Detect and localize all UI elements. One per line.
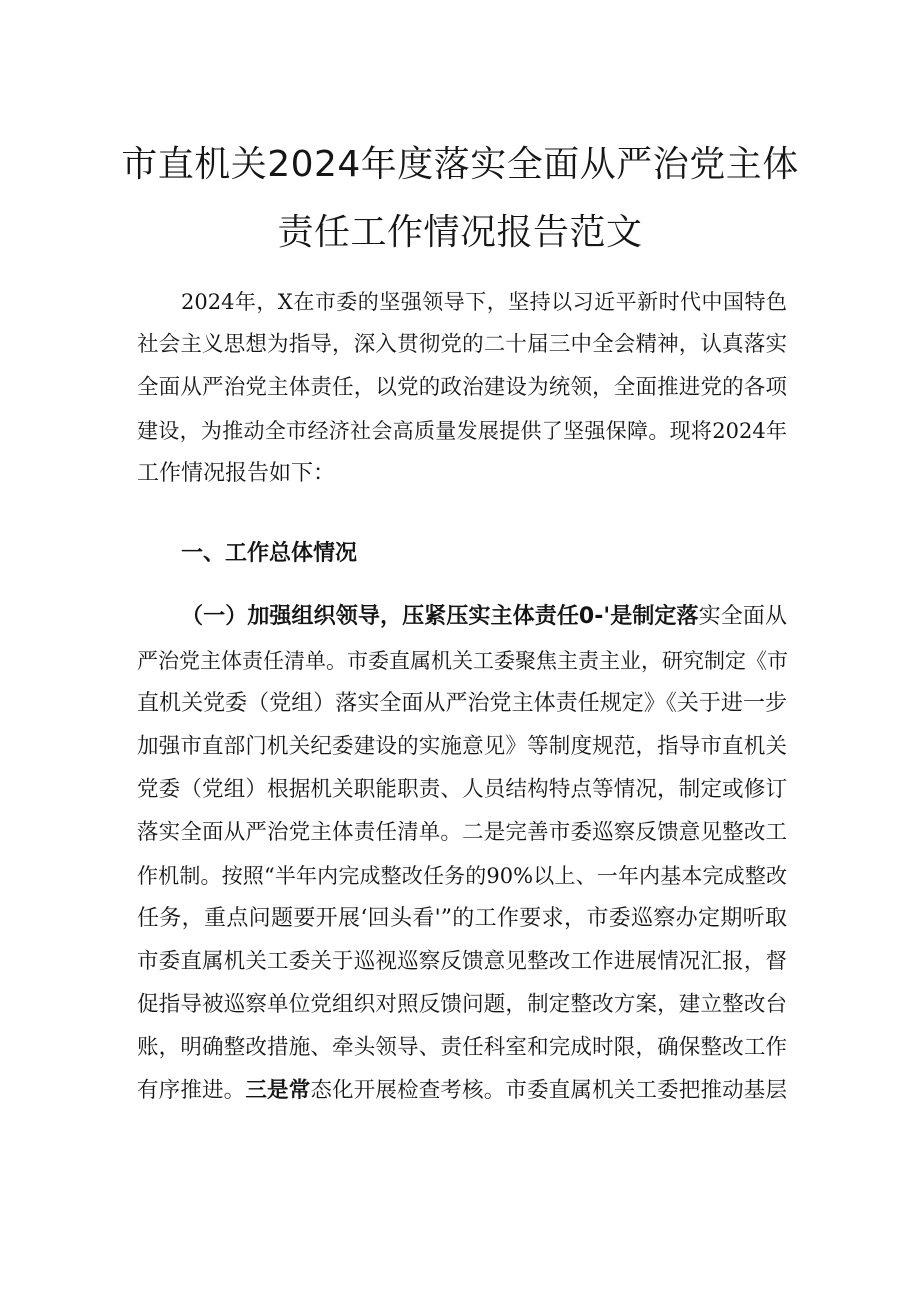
body-paragraph-line: 市委直属机关工委关于巡视巡察反馈意见整改工作进展情况汇报，督 xyxy=(137,949,787,974)
document-title-line-2: 责任工作情况报告范文 xyxy=(277,212,643,253)
document-title-line-1: 市直机关2024年度落实全面从严治党主体 xyxy=(121,144,799,185)
body-paragraph-line: 落实全面从严治党主体责任清单。二是完善市委巡察反馈意见整改工 xyxy=(137,820,787,845)
body-text: 态化开展检查考核。市委直属机关工委把推动基层 xyxy=(310,1078,787,1103)
intro-paragraph-line: 2024年，X在市委的坚强领导下，坚持以习近平新时代中国特色 xyxy=(181,290,787,314)
body-text: 有序推进。 xyxy=(137,1078,246,1103)
body-paragraph-line xyxy=(137,1077,787,1105)
body-paragraph-line: 作机制。按照“半年内完成整改任务的90%以上、一年内基本完成整改 xyxy=(137,864,787,888)
body-text-bold: 三是常 xyxy=(245,1078,311,1103)
intro-paragraph-line: 建设，为推动全市经济社会高质量发展提供了坚强保障。现将2024年 xyxy=(137,419,787,443)
intro-paragraph-line: 社会主义思想为指导，深入贯彻党的二十届三中全会精神，认真落实 xyxy=(137,332,787,357)
subsection-heading-continuation: 实全面从 xyxy=(698,604,787,629)
subsection-heading: （一）加强组织领导，压紧压实主体责任0-'是制定落 xyxy=(181,604,699,629)
body-paragraph-line: 账，明确整改措施、牵头领导、责任科室和完成时限，确保整改工作 xyxy=(137,1035,787,1060)
body-paragraph-line: 严治党主体责任清单。市委直属机关工委聚焦主责主业，研究制定《市 xyxy=(137,649,788,673)
section-heading: 一、工作总体情况 xyxy=(181,541,358,566)
body-paragraph-line: 党委（党组）根据机关职能职责、人员结构特点等情况，制定或修订 xyxy=(137,777,787,802)
intro-paragraph-line: 工作情况报告如下： xyxy=(137,461,336,486)
body-paragraph-line: 促指导被巡察单位党组织对照反馈问题，制定整改方案，建立整改台 xyxy=(137,992,787,1017)
intro-paragraph-line: 全面从严治党主体责任，以党的政治建设为统领，全面推进党的各项 xyxy=(137,375,787,400)
body-paragraph-line: 直机关党委（党组）落实全面从严治党主体责任规定》《关于进一步 xyxy=(137,691,787,716)
body-paragraph-line: 任务，重点问题要开展‘回头看'”的工作要求，市委巡察办定期听取 xyxy=(137,906,787,931)
body-paragraph-line: 加强市直部门机关纪委建设的实施意见》等制度规范，指导市直机关 xyxy=(137,734,787,759)
subsection-first-line xyxy=(181,603,787,631)
